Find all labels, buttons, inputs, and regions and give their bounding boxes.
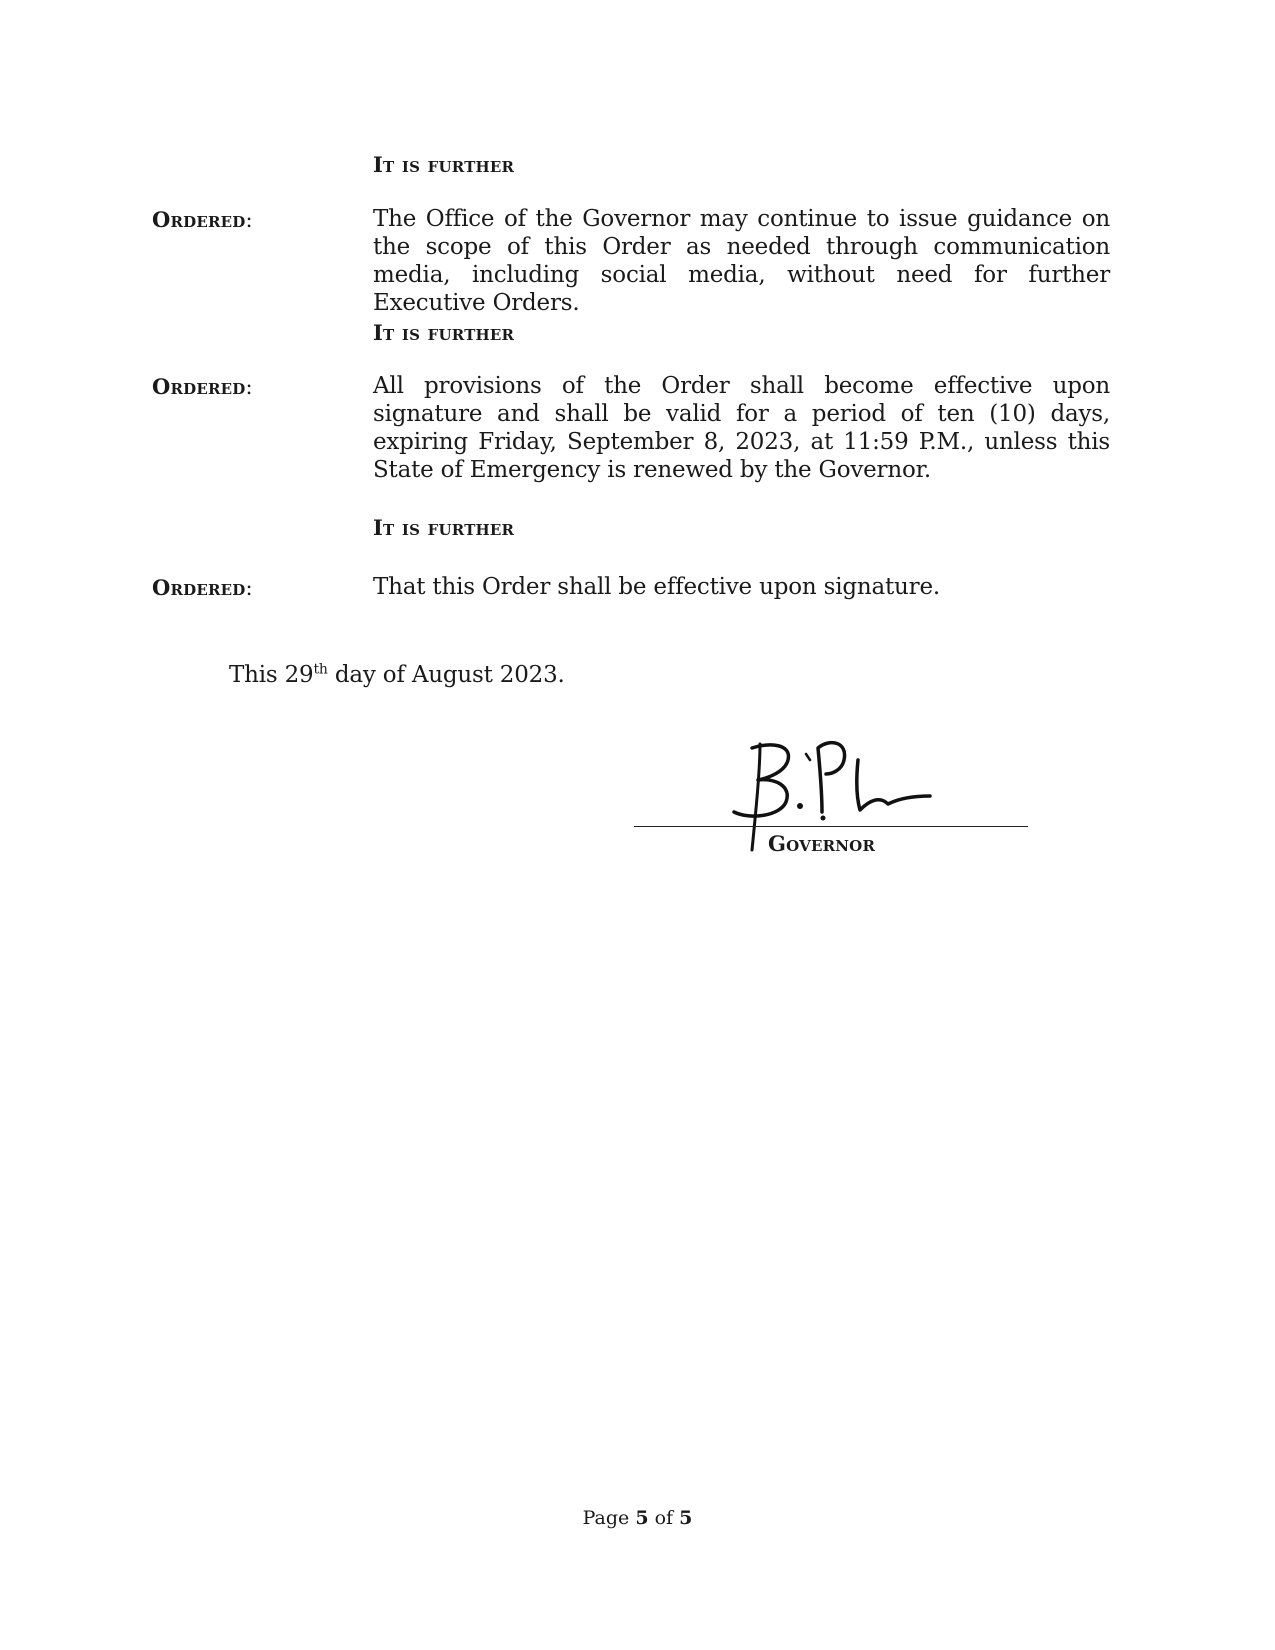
order-paragraph: All provisions of the Order shall become effective upon signature and shall be valid for a period of ten (10) days, expiring Friday, September 8, 2023, at 11:59 P.M., unless this State of Emergency is renewed by the Governor.: [373, 373, 1110, 483]
ordered-colon: :: [245, 576, 253, 600]
ordered-colon: :: [245, 208, 253, 232]
page-word: Page: [582, 1507, 630, 1529]
total-pages: 5: [679, 1507, 693, 1529]
of-word: of: [654, 1507, 674, 1529]
ordered-label: [152, 374, 253, 399]
order-paragraph: That this Order shall be effective upon signature.: [373, 574, 940, 600]
date-line: [229, 662, 565, 688]
ordered-label: [152, 575, 253, 600]
order-paragraph: The Office of the Governor may continue to issue guidance on the scope of this Order as needed through communication media, including social media, without need for further Executive Orders.: [373, 206, 1110, 316]
ordered-label-text: Ordered: [152, 374, 246, 399]
it-is-further-heading: It is further: [373, 152, 515, 177]
date-ordinal: th: [313, 661, 328, 678]
current-page: 5: [635, 1507, 649, 1529]
ordered-colon: :: [245, 375, 253, 399]
date-prefix: This 29: [229, 662, 314, 688]
it-is-further-heading: It is further: [373, 320, 515, 345]
it-is-further-heading: It is further: [373, 515, 515, 540]
ordered-label: [152, 207, 253, 232]
page-number: [0, 1507, 1275, 1529]
ordered-label-text: Ordered: [152, 575, 246, 600]
date-suffix: day of August 2023.: [327, 662, 565, 688]
signature-line: [634, 826, 1028, 827]
ordered-label-text: Ordered: [152, 207, 246, 232]
governor-title: Governor: [768, 831, 876, 856]
